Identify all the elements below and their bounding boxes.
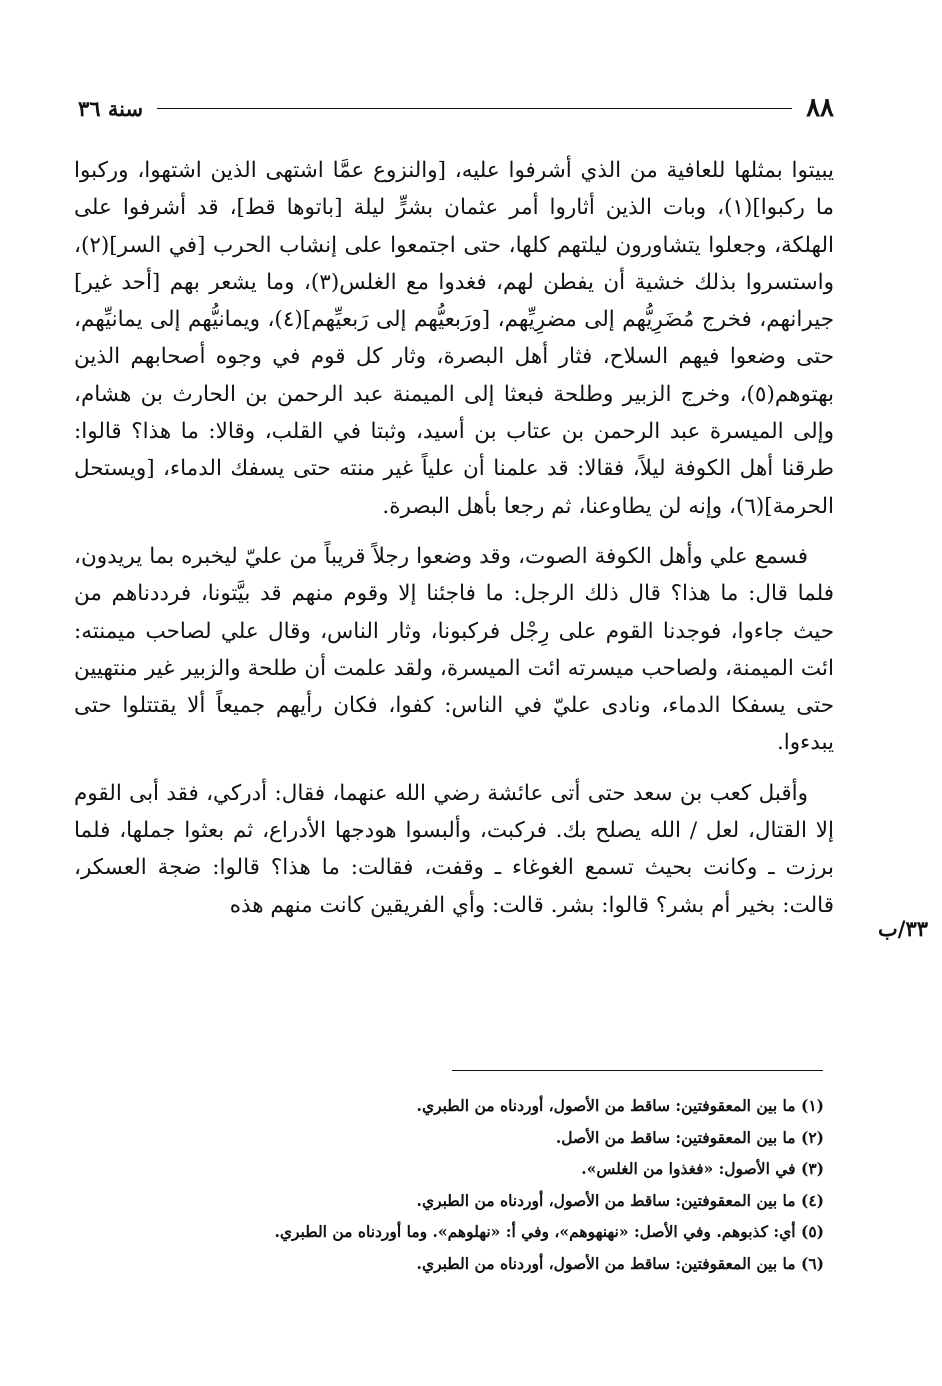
- footnote-separator: [452, 1070, 823, 1071]
- paragraph: وأقبل كعب بن سعد حتى أتى عائشة رضي الله عنهما، فقال: أدركي، فقد أبى القوم إلا القتال، لعل / الله يصلح بك. فركبت، وألبسوا هودجها الأدراع، ثم بعثوا جملها، فلما برزت ـ وكانت بحيث تسمع الغوغاء ـ وقفت، فقالت: ما هذا؟ قالوا: ضجة العسكر، قالت: بخير أم بشر؟ قالوا: بشر. قالت: وأي الفريقين كانت منهم هذه: [74, 780, 834, 918]
- header-rule: [157, 108, 792, 109]
- footnote: (٥) أي: كذبوهم. وفي الأصل: «نهنهوهم»، وفي أ: «نهلوهم». وما أوردناه من الطبري.: [274, 1222, 824, 1242]
- footnote: (٤) ما بين المعقوفتين: ساقط من الأصول، أوردناه من الطبري.: [416, 1190, 824, 1210]
- main-text: [74, 152, 834, 937]
- footnote: (٣) في الأصول: «فغذوا من الغلس».: [581, 1159, 824, 1179]
- page-number: ٨٨: [806, 93, 834, 123]
- manuscript-folio-marker: ٣٣/ب: [878, 916, 929, 941]
- paragraph: يبيتوا بمثلها للعافية من الذي أشرفوا عليه، [والنزوع عمَّا اشتهى الذين اشتهوا، وركبوا ما ركبوا](١)، وبات الذين أثاروا أمر عثمان بشرٍّ ليلة [باتوها قط]، قد أشرفوا على الهلكة، وجعلوا يتشاورون ليلتهم كلها، حتى اجتمعوا على إنشاب الحرب [في السر](٢)، واستسروا بذلك خشية أن يفطن لهم، فغدوا مع الغلس(٣)، وما يشعر بهم [أحد غير] جيرانهم، فخرج مُضَرِيُّهم إلى مضرِيِّهم، [ورَبعيُّهم إلى رَبعيِّهم](٤)، ويمانيُّهم إلى يمانيِّهم، حتى وضعوا فيهم السلاح، فثار أهل البصرة، وثار كل قوم في وجوه أصحابهم الذين بهتوهم(٥)، وخرج الزبير وطلحة فبعثا إلى الميمنة عبد الرحمن بن الحارث بن هشام، وإلى الميسرة عبد الرحمن بن عتاب بن أسيد، وثبتا في القلب، وقالا: ما هذا؟ قالوا: طرقنا أهل الكوفة ليلاً، فقالا: قد علمنا أن علياً غير منته حتى يسفك الدماء، [ويستحل الحرمة](٦)، وإنه لن يطاوعنا، ثم رجعا بأهل البصرة.: [74, 158, 835, 519]
- page-header: [78, 92, 834, 124]
- footnote: (٢) ما بين المعقوفتين: ساقط من الأصل.: [555, 1127, 824, 1147]
- running-title: سنة ٣٦: [78, 95, 144, 121]
- footnotes: [160, 1090, 824, 1280]
- paragraph: فسمع علي وأهل الكوفة الصوت، وقد وضعوا رجلاً قريباً من عليّ ليخبره بما يريدون، فلما قال: ما هذا؟ قال ذلك الرجل: ما فاجئنا إلا وقوم منهم قد بيَّتونا، فرددناهم من حيث جاءوا، فوجدنا القوم على رِجْل فركبونا، وثار الناس، وقال علي لصاحب ميمنته: ائت الميمنة، ولصاحب ميسرته ائت الميسرة، ولقد علمت أن طلحة والزبير غير منتهيين حتى يسفكا الدماء، ونادى عليّ في الناس: كفوا، فكان رأيهم جميعاً ألا يقتتلوا حتى يبدءوا.: [74, 543, 834, 756]
- footnote: (١) ما بين المعقوفتين: ساقط من الأصول، أوردناه من الطبري.: [416, 1096, 824, 1115]
- footnote: (٦) ما بين المعقوفتين: ساقط من الأصول، أوردناه من الطبري.: [416, 1253, 824, 1273]
